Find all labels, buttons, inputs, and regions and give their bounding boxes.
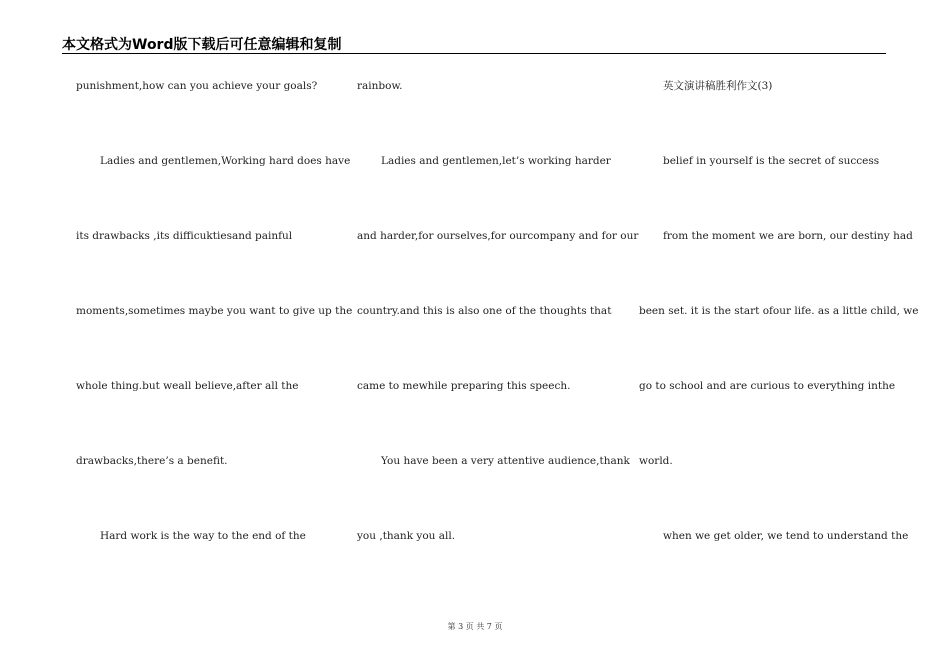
page-number: 第 3 页 共 7 页 <box>447 622 503 631</box>
text-line: Ladies and gentlemen,Working hard does have <box>100 155 351 167</box>
text-line: punishment,how can you achieve your goals? <box>76 80 318 92</box>
text-line: been set. it is the start ofour life. as a little child, we <box>639 305 919 317</box>
text-line: drawbacks,there’s a benefit. <box>76 455 228 467</box>
text-line: from the moment we are born, our destiny had <box>663 230 913 242</box>
text-line: came to mewhile preparing this speech. <box>357 380 571 392</box>
text-line: moments,sometimes maybe you want to give up the <box>76 305 353 317</box>
text-line: country.and this is also one of the thoughts that <box>357 305 612 317</box>
text-line: world. <box>639 455 673 467</box>
text-line: belief in yourself is the secret of success <box>663 155 880 167</box>
text-line: You have been a very attentive audience,thank <box>381 455 630 467</box>
text-line: you ,thank you all. <box>357 530 456 542</box>
text-line: its drawbacks ,its difficuktiesand painful <box>76 230 293 242</box>
text-line: rainbow. <box>357 80 403 92</box>
section-heading: 英文演讲稿胜利作文(3) <box>663 80 773 92</box>
text-line: when we get older, we tend to understand the <box>663 530 909 542</box>
text-line: go to school and are curious to everything inthe <box>639 380 896 392</box>
page-header <box>62 34 886 54</box>
text-line: Hard work is the way to the end of the <box>100 530 306 542</box>
text-line: and harder,for ourselves,for ourcompany and for our <box>357 230 639 242</box>
text-line: Ladies and gentlemen,let’s working harder <box>381 155 611 167</box>
text-line: whole thing.but weall believe,after all the <box>76 380 299 392</box>
header-title: 本文格式为Word版下载后可任意编辑和复制 <box>62 37 342 53</box>
